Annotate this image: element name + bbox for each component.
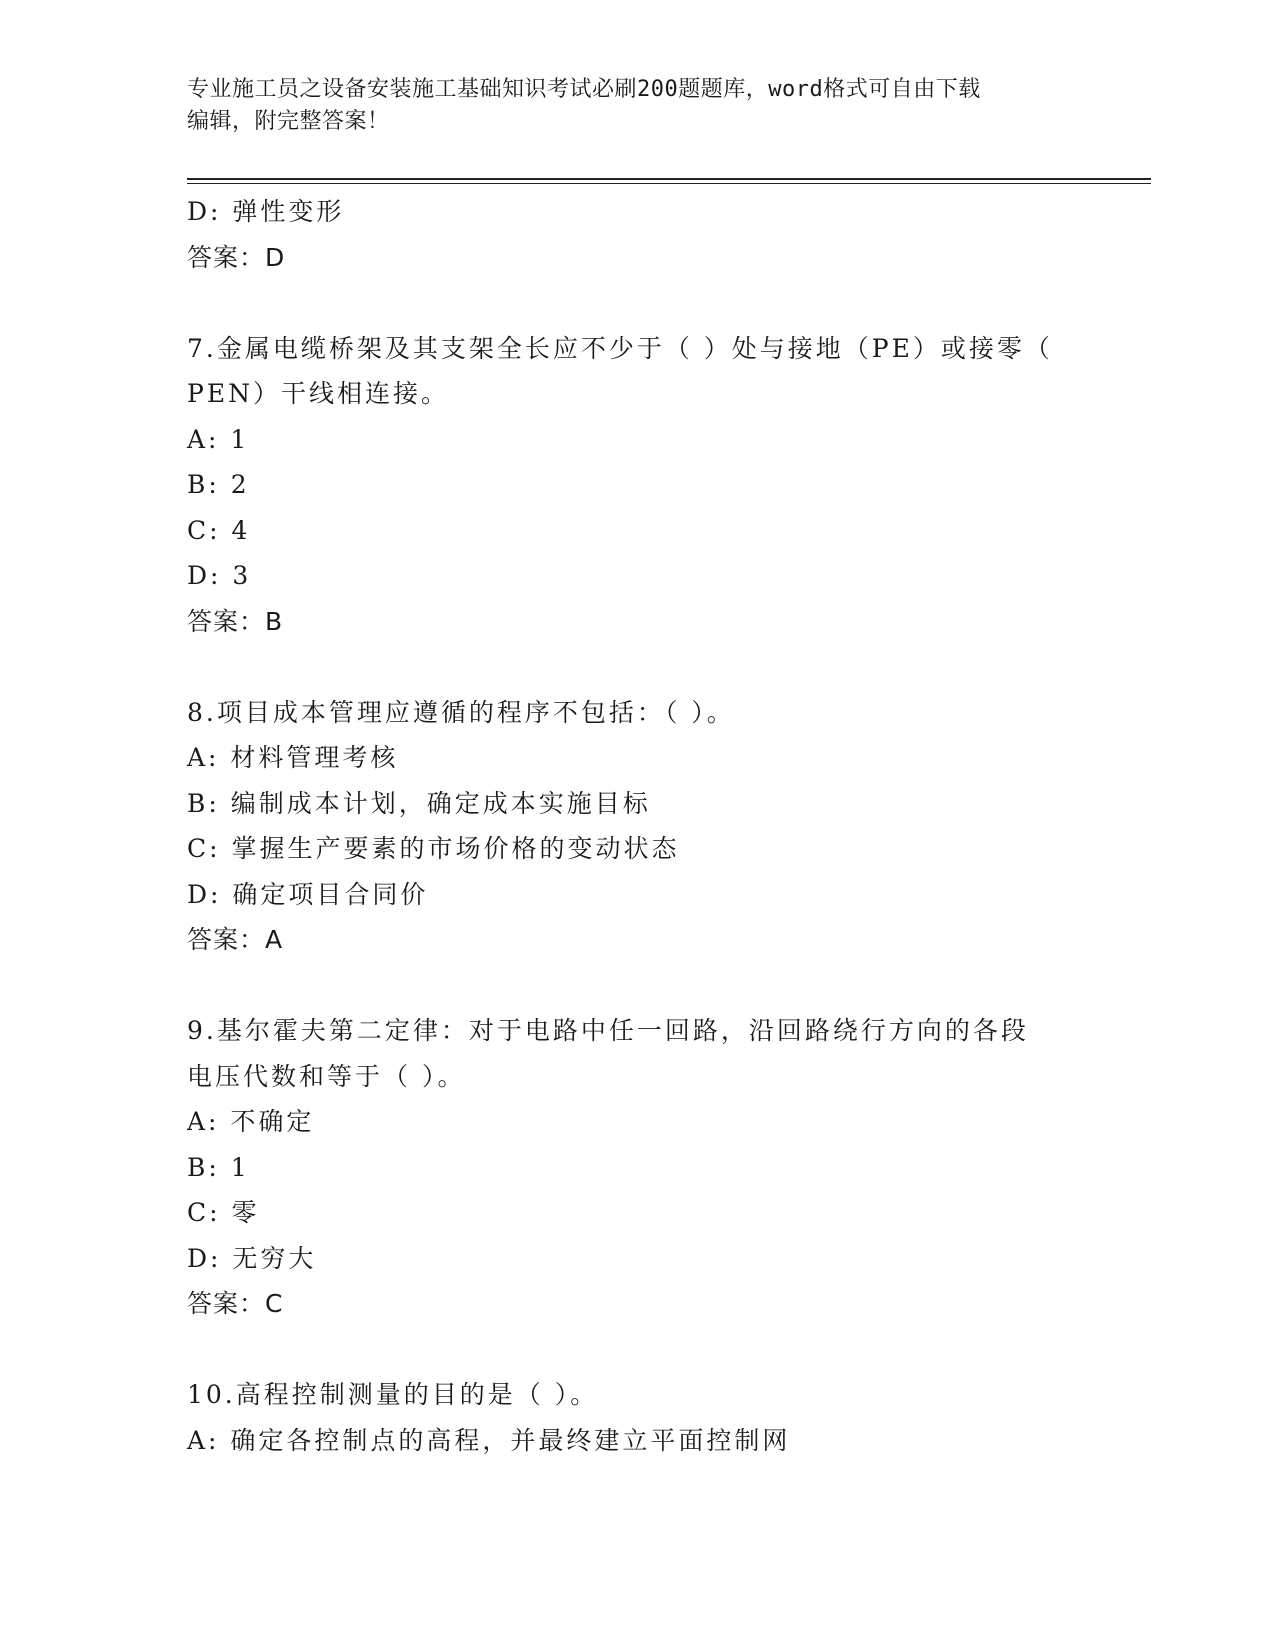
option-d: D: 无穷大 xyxy=(187,1243,317,1273)
option-b: B: 1 xyxy=(187,1152,250,1182)
question-7 xyxy=(187,326,1087,645)
option-a: A: 1 xyxy=(187,424,250,454)
option-a: A: 材料管理考核 xyxy=(187,743,399,772)
question-stem: 8.项目成本管理应遵循的程序不包括：（ ）。 xyxy=(187,697,735,727)
header-divider-thin xyxy=(187,183,1151,184)
header-title-line-1: 专业施工员之设备安装施工基础知识考试必刷200题题库，word格式可自由下载 xyxy=(187,77,981,102)
question-stem: PEN）干线相连接。 xyxy=(187,379,449,408)
answer-line: 答案：B xyxy=(187,606,284,636)
header-divider-thick xyxy=(187,178,1151,180)
question-10 xyxy=(187,1372,1087,1463)
question-content xyxy=(187,189,1087,1463)
question-9 xyxy=(187,1008,1087,1327)
spacer xyxy=(187,644,1087,690)
option-d: D: 3 xyxy=(187,561,252,590)
question-stem: 电压代数和等于（ ）。 xyxy=(187,1061,466,1091)
question-stem: 9.基尔霍夫第二定律：对于电路中任一回路，沿回路绕行方向的各段 xyxy=(187,1016,1029,1045)
answer-line: 答案：A xyxy=(187,925,284,954)
option-a: A: 确定各控制点的高程，并最终建立平面控制网 xyxy=(187,1425,791,1455)
question-6-tail xyxy=(187,189,1087,280)
option-b: B: 2 xyxy=(187,470,250,499)
answer-line: 答案：D xyxy=(187,242,286,272)
spacer xyxy=(187,280,1087,326)
spacer xyxy=(187,963,1087,1009)
answer-line: 答案：C xyxy=(187,1289,284,1318)
spacer xyxy=(187,1327,1087,1373)
option-c: C: 掌握生产要素的市场价格的变动状态 xyxy=(187,834,680,863)
question-stem: 10.高程控制测量的目的是（ ）。 xyxy=(187,1380,599,1409)
header-title-line-2: 编辑，附完整答案！ xyxy=(187,109,390,134)
option-c: C: 4 xyxy=(187,515,251,545)
option-b: B: 编制成本计划，确定成本实施目标 xyxy=(187,788,651,818)
question-8 xyxy=(187,690,1087,963)
option-c: C: 零 xyxy=(187,1198,260,1227)
option-d: D: 弹性变形 xyxy=(187,197,345,226)
option-a: A: 不确定 xyxy=(187,1107,315,1136)
document-header xyxy=(187,74,1087,138)
option-d: D: 确定项目合同价 xyxy=(187,879,429,909)
question-stem: 7.金属电缆桥架及其支架全长应不少于（ ）处与接地（PE）或接零（ xyxy=(187,333,1053,363)
